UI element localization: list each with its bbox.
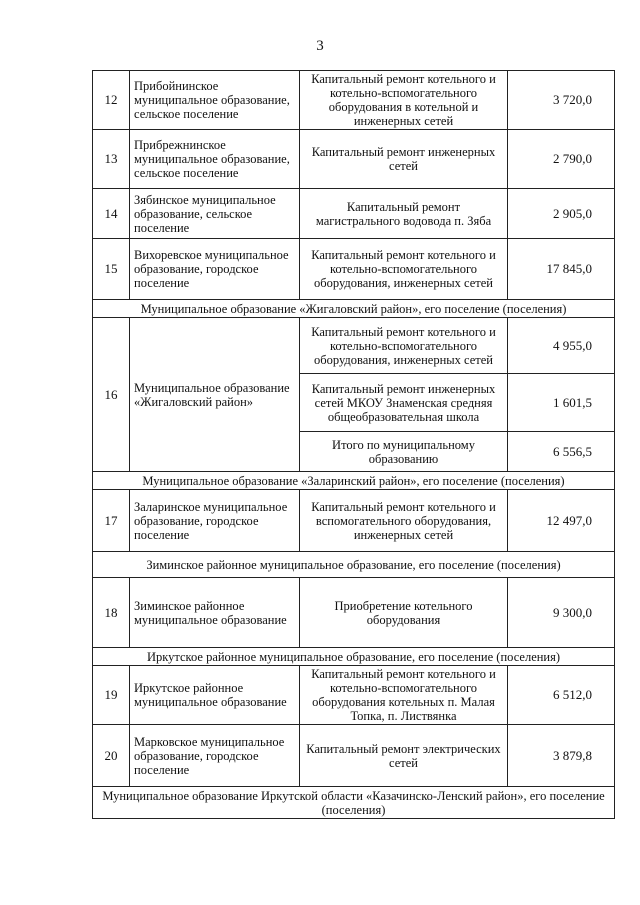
section-heading: Иркутское районное муниципальное образование, его поселение (поселения) [93,648,615,666]
work-description: Капитальный ремонт котельного и котельно-вспомогательного оборудования, инженерных сетей [300,239,508,300]
row-number: 13 [93,130,130,189]
section-heading: Муниципальное образование «Жигаловский район», его поселение (поселения) [93,300,615,318]
section-heading: Зиминское районное муниципальное образование, его поселение (поселения) [93,552,615,578]
work-description: Капитальный ремонт котельного и котельно-вспомогательного оборудования, инженерных сетей [300,318,508,374]
table-row [93,578,615,648]
table-row [93,189,615,239]
table-row [93,318,615,374]
work-description: Капитальный ремонт котельного и вспомогательного оборудования, инженерных сетей [300,490,508,552]
work-description: Капитальный ремонт инженерных сетей МКОУ Знаменская средняя общеобразовательная школа [300,374,508,432]
amount-value: 2 905,0 [508,189,615,239]
work-description: Капитальный ремонт электрических сетей [300,725,508,787]
section-row [93,552,615,578]
section-row [93,787,615,819]
work-description: Капитальный ремонт котельного и котельно-вспомогательного оборудования котельных п. Малая Топка, п. Листвянка [300,666,508,725]
amount-value: 2 790,0 [508,130,615,189]
municipality-name: Муниципальное образование «Жигаловский район» [130,318,300,472]
amount-value: 12 497,0 [508,490,615,552]
section-row [93,472,615,490]
municipality-name: Заларинское муниципальное образование, городское поселение [130,490,300,552]
amount-value: 9 300,0 [508,578,615,648]
work-description: Капитальный ремонт магистрального водовода п. Зяба [300,189,508,239]
work-description: Капитальный ремонт инженерных сетей [300,130,508,189]
municipality-name: Прибойнинское муниципальное образование, сельское поселение [130,71,300,130]
row-number: 18 [93,578,130,648]
table-row [93,490,615,552]
total-label: Итого по муниципальному образованию [300,432,508,472]
municipality-name: Иркутское районное муниципальное образование [130,666,300,725]
amount-value: 6 512,0 [508,666,615,725]
row-number: 15 [93,239,130,300]
row-number: 17 [93,490,130,552]
subsidy-table [92,70,615,819]
table-row [93,71,615,130]
table-row [93,239,615,300]
municipality-name: Марковское муниципальное образование, городское поселение [130,725,300,787]
section-heading: Муниципальное образование «Заларинский район», его поселение (поселения) [93,472,615,490]
amount-value: 3 879,8 [508,725,615,787]
amount-value: 3 720,0 [508,71,615,130]
amount-value: 4 955,0 [508,318,615,374]
total-value: 6 556,5 [508,432,615,472]
page-number: 3 [316,38,324,54]
row-number: 16 [93,318,130,472]
table-row [93,130,615,189]
table-row [93,725,615,787]
row-number: 20 [93,725,130,787]
work-description: Капитальный ремонт котельного и котельно-вспомогательного оборудования в котельной и инженерных сетей [300,71,508,130]
section-row [93,648,615,666]
amount-value: 1 601,5 [508,374,615,432]
section-row [93,300,615,318]
municipality-name: Вихоревское муниципальное образование, городское поселение [130,239,300,300]
municipality-name: Зябинское муниципальное образование, сельское поселение [130,189,300,239]
work-description: Приобретение котельного оборудования [300,578,508,648]
row-number: 19 [93,666,130,725]
section-heading: Муниципальное образование Иркутской области «Казачинско-Ленский район», его поселение (поселения) [93,787,615,819]
row-number: 12 [93,71,130,130]
amount-value: 17 845,0 [508,239,615,300]
municipality-name: Прибрежнинское муниципальное образование, сельское поселение [130,130,300,189]
municipality-name: Зиминское районное муниципальное образование [130,578,300,648]
row-number: 14 [93,189,130,239]
table-row [93,666,615,725]
